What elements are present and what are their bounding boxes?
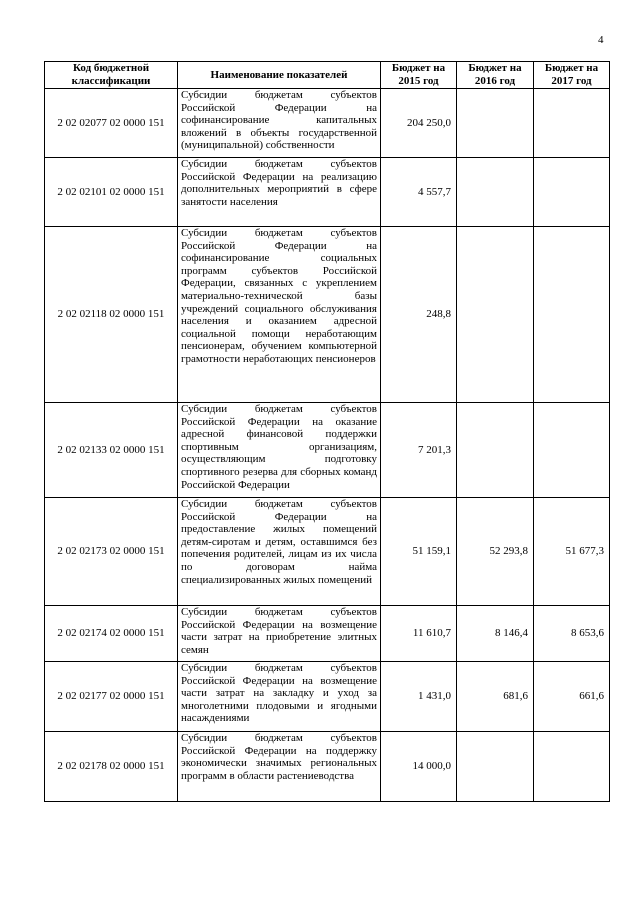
- table-row: [45, 158, 610, 227]
- row-budget-2017: [534, 158, 610, 227]
- row-budget-2015: 1 431,0: [381, 662, 457, 732]
- table-row: [45, 403, 610, 498]
- table-row: [45, 662, 610, 732]
- header-budget-2015: Бюджет на 2015 год: [381, 62, 457, 89]
- row-code: 2 02 02177 02 0000 151: [45, 662, 178, 732]
- row-code: 2 02 02133 02 0000 151: [45, 403, 178, 498]
- header-budget-2017: Бюджет на 2017 год: [534, 62, 610, 89]
- row-name: Субсидии бюджетам субъектов Российской Федерации на реализацию дополнительных мероприятий в сфере занятости населения: [178, 158, 381, 227]
- page-number: 4: [598, 34, 604, 46]
- row-name: Субсидии бюджетам субъектов Российской Федерации на софинансирование капитальных вложений в объекты государственной (муниципальной) собственности: [178, 89, 381, 158]
- row-budget-2017: [534, 89, 610, 158]
- row-budget-2015: 204 250,0: [381, 89, 457, 158]
- row-budget-2015: 248,8: [381, 227, 457, 403]
- row-budget-2017: [534, 732, 610, 802]
- budget-table: [44, 61, 610, 802]
- row-code: 2 02 02077 02 0000 151: [45, 89, 178, 158]
- row-name: Субсидии бюджетам субъектов Российской Федерации на поддержку экономически значимых региональных программ в области растениеводства: [178, 732, 381, 802]
- table-row: [45, 498, 610, 606]
- header-budget-2016: Бюджет на 2016 год: [457, 62, 534, 89]
- row-budget-2016: 681,6: [457, 662, 534, 732]
- row-budget-2015: 14 000,0: [381, 732, 457, 802]
- row-name: Субсидии бюджетам субъектов Российской Федерации на оказание адресной финансовой поддержки спортивным организациям, осуществляющим подготовку спортивного резерва для сборных команд Российской Федерации: [178, 403, 381, 498]
- table-row: [45, 89, 610, 158]
- row-budget-2015: 4 557,7: [381, 158, 457, 227]
- row-budget-2017: 8 653,6: [534, 606, 610, 662]
- row-budget-2015: 7 201,3: [381, 403, 457, 498]
- row-name: Субсидии бюджетам субъектов Российской Федерации на возмещение части затрат на закладку и уход за многолетними плодовыми и ягодными насаждениями: [178, 662, 381, 732]
- row-budget-2016: 52 293,8: [457, 498, 534, 606]
- row-name: Субсидии бюджетам субъектов Российской Федерации на предоставление жилых помещений детям-сиротам и детям, оставшимся без попечения родителей, лицам из их числа по договорам найма специализированных жилых помещений: [178, 498, 381, 606]
- row-budget-2015: 51 159,1: [381, 498, 457, 606]
- header-code: Код бюджетной классификации: [45, 62, 178, 89]
- row-budget-2016: [457, 89, 534, 158]
- table-row: [45, 606, 610, 662]
- row-budget-2016: [457, 158, 534, 227]
- row-budget-2015: 11 610,7: [381, 606, 457, 662]
- row-code: 2 02 02173 02 0000 151: [45, 498, 178, 606]
- row-code: 2 02 02178 02 0000 151: [45, 732, 178, 802]
- table-header-row: [45, 62, 610, 89]
- row-budget-2016: 8 146,4: [457, 606, 534, 662]
- row-code: 2 02 02174 02 0000 151: [45, 606, 178, 662]
- row-budget-2017: [534, 227, 610, 403]
- table-row: [45, 227, 610, 403]
- table-row: [45, 732, 610, 802]
- row-code: 2 02 02101 02 0000 151: [45, 158, 178, 227]
- row-name: Субсидии бюджетам субъектов Российской Федерации на софинансирование социальных программ субъектов Российской Федерации, связанных с укреплением материально-технической базы учреждений социального обслуживания населения и оказанием адресной социальной помощи неработающим пенсионерам, обучением компьютерной грамотности неработающих пенсионеров: [178, 227, 381, 403]
- row-budget-2017: 661,6: [534, 662, 610, 732]
- row-budget-2016: [457, 732, 534, 802]
- header-name: Наименование показателей: [178, 62, 381, 89]
- row-budget-2017: 51 677,3: [534, 498, 610, 606]
- row-code: 2 02 02118 02 0000 151: [45, 227, 178, 403]
- row-name: Субсидии бюджетам субъектов Российской Федерации на возмещение части затрат на приобретение элитных семян: [178, 606, 381, 662]
- row-budget-2016: [457, 227, 534, 403]
- row-budget-2017: [534, 403, 610, 498]
- row-budget-2016: [457, 403, 534, 498]
